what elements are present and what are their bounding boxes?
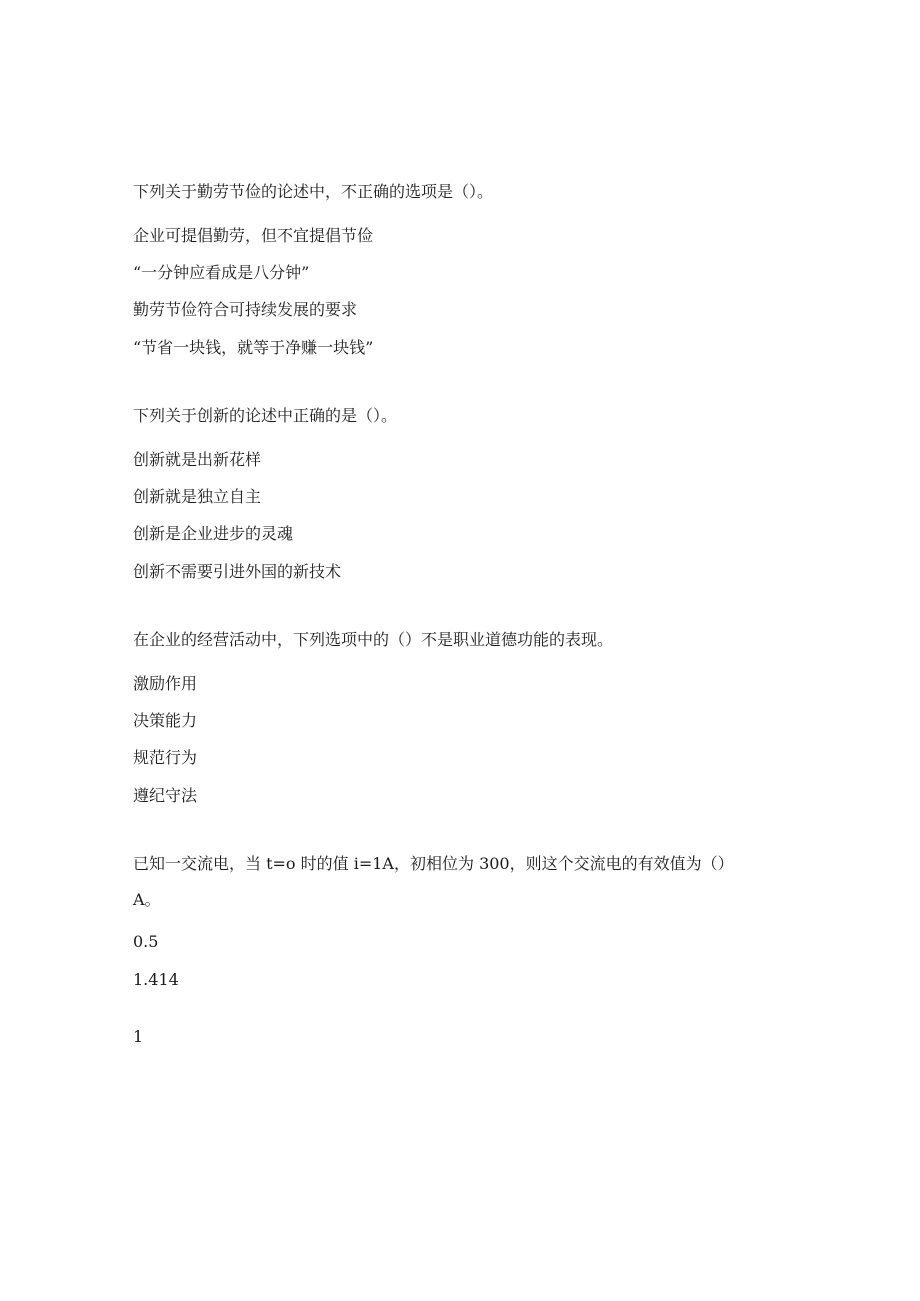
question-4-stem: 已知一交流电，当 t=o 时的值 i=1A，初相位为 300，则这个交流电的有效值为（） [133,854,734,873]
question-2-option-d: 创新不需要引进外国的新技术 [133,562,342,581]
question-3-option-b: 决策能力 [133,711,198,730]
question-1-stem: 下列关于勤劳节俭的论述中，不正确的选项是（）。 [133,182,494,201]
question-3-option-c: 规范行为 [133,748,198,767]
question-1-option-d: “节省一块钱，就等于净赚一块钱” [133,338,374,357]
question-4-option-c: 1 [133,1027,144,1046]
question-3-option-a: 激励作用 [133,674,198,693]
question-4-option-b: 1.414 [133,970,179,989]
question-3-option-d: 遵纪守法 [133,786,198,805]
question-4-stem-continued: A。 [133,890,161,909]
question-2-option-a: 创新就是出新花样 [133,450,262,469]
question-2-stem: 下列关于创新的论述中正确的是（）。 [133,406,398,425]
question-2-option-b: 创新就是独立自主 [133,487,262,506]
question-3-stem: 在企业的经营活动中，下列选项中的（）不是职业道德功能的表现。 [133,630,614,649]
question-1-option-b: “一分钟应看成是八分钟” [133,263,310,282]
question-2-option-c: 创新是企业进步的灵魂 [133,524,294,543]
question-1-option-a: 企业可提倡勤劳，但不宜提倡节俭 [133,226,374,245]
question-4-option-a: 0.5 [133,932,159,951]
question-1-option-c: 勤劳节俭符合可持续发展的要求 [133,300,358,319]
